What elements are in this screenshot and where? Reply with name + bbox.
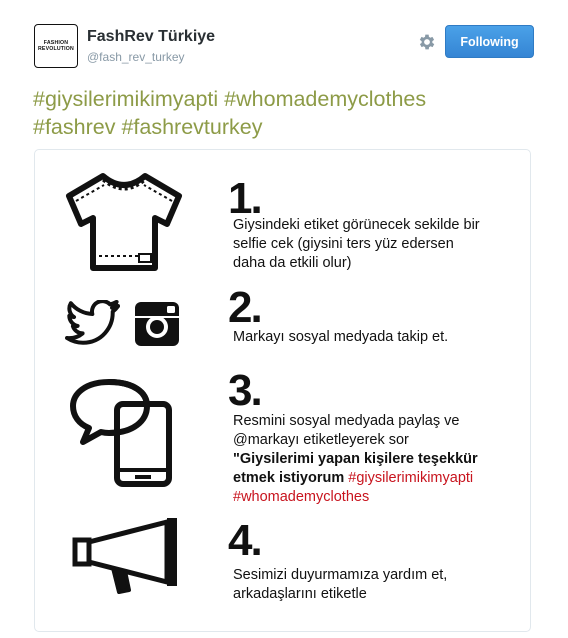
hashtag-link[interactable]: #fashrev	[33, 115, 116, 139]
tshirt-icon	[61, 170, 187, 274]
twitter-icon	[65, 300, 121, 348]
display-name[interactable]: FashRev Türkiye	[87, 28, 216, 45]
step-2-text: Markayı sosyal medyada takip et.	[233, 329, 449, 345]
speech-phone-icon	[69, 376, 183, 490]
avatar-text-line1: FASHION	[43, 40, 69, 46]
step-4-text: Sesimizi duyurmamıza yardım et, arkadaşlarını etiketle	[233, 567, 448, 602]
step-number-3: 3.	[228, 366, 261, 415]
avatar-text-line2: REVOLUTION	[37, 46, 74, 52]
tweet-header	[34, 24, 534, 70]
instagram-icon	[133, 300, 181, 348]
gear-icon[interactable]	[417, 32, 437, 52]
step-3-text: Resmini sosyal medyada paylaş ve @markayı etiketleyerek sor "Giysilerimi yapan kişilere teşekkür etmek istiyorum #giysilerimikimyapti #whomademyclothes	[233, 413, 478, 505]
hashtag-link[interactable]: #whomademyclothes	[224, 87, 427, 111]
user-handle[interactable]: @fash_rev_turkey	[87, 50, 185, 64]
hashtag-link[interactable]: #giysilerimikimyapti	[33, 87, 219, 111]
avatar[interactable]	[34, 24, 78, 68]
tweet-image-card[interactable]	[34, 149, 531, 632]
step-number-4: 4.	[228, 516, 261, 565]
step-1-text: Giysindeki etiket görünecek sekilde bir selfie cek (giysini ters yüz edersen daha da etkili olur)	[233, 217, 480, 271]
tweet-text	[33, 85, 543, 141]
step-number-2: 2.	[228, 283, 261, 332]
following-button[interactable]: Following	[445, 25, 534, 58]
hashtag-link[interactable]: #fashrevturkey	[121, 115, 263, 139]
step-number-1: 1.	[228, 174, 261, 223]
megaphone-icon	[71, 516, 183, 596]
